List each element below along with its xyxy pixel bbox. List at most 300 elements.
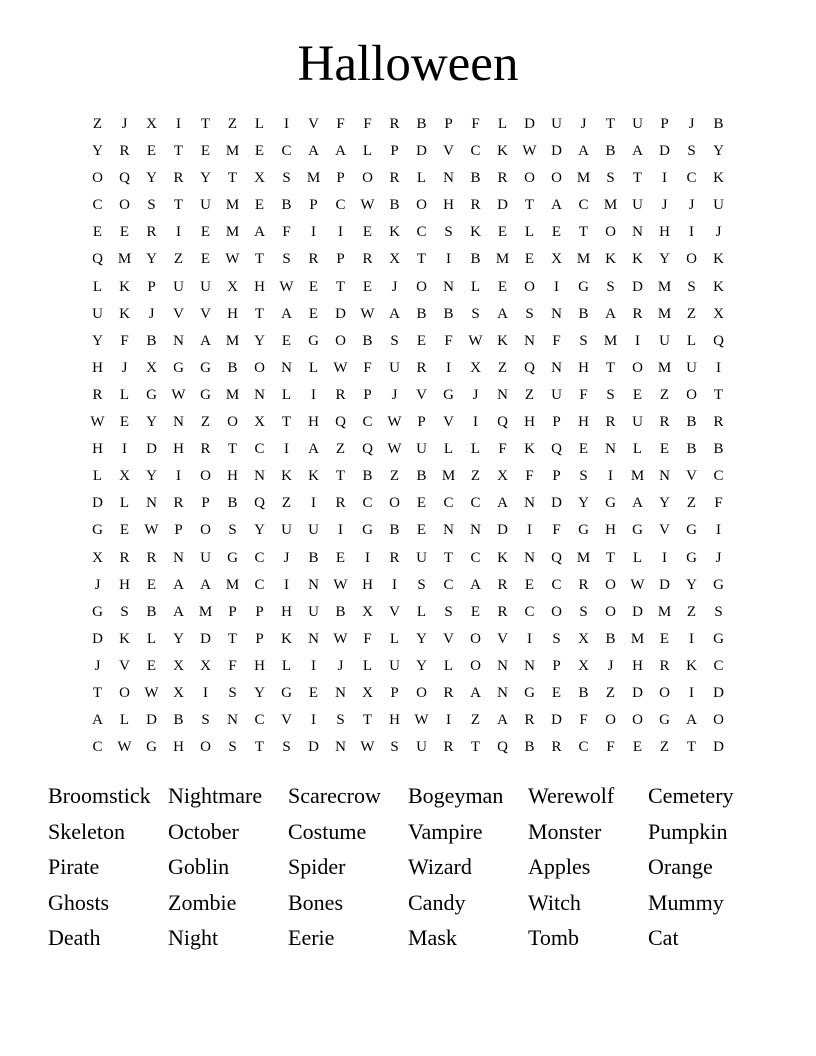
- grid-letter: B: [713, 116, 724, 132]
- grid-letter: I: [446, 359, 451, 376]
- grid-letter: K: [497, 143, 508, 160]
- grid-letter: H: [227, 468, 238, 485]
- grid-letter: W: [387, 441, 402, 458]
- grid-letter: M: [657, 278, 672, 295]
- grid-letter: C: [686, 170, 697, 187]
- grid-letter: R: [335, 386, 346, 403]
- grid-letter: T: [713, 386, 724, 403]
- grid-letter: D: [659, 576, 670, 593]
- grid-letter: X: [362, 603, 373, 620]
- grid-letter: Q: [362, 441, 373, 458]
- grid-letter: L: [524, 224, 535, 241]
- grid-letter: L: [686, 332, 697, 349]
- grid-letter: H: [227, 305, 238, 322]
- grid-letter: O: [92, 170, 103, 187]
- grid-letter: E: [308, 305, 319, 322]
- grid-letter: I: [284, 441, 289, 458]
- grid-letter: N: [173, 414, 184, 431]
- grid-letter: R: [470, 197, 481, 214]
- grid-letter: K: [497, 549, 508, 566]
- grid-letter: C: [443, 576, 454, 593]
- grid-letter: I: [176, 116, 181, 132]
- grid-letter: B: [443, 305, 454, 322]
- grid-letter: Y: [200, 170, 211, 187]
- grid-letter: L: [362, 657, 373, 674]
- grid-letter: Y: [146, 468, 157, 485]
- grid-letter: K: [119, 630, 130, 647]
- grid-letter: I: [689, 224, 694, 241]
- word-list-item: Mummy: [648, 889, 724, 915]
- grid-letter: P: [552, 657, 561, 674]
- grid-letter: L: [308, 359, 319, 376]
- grid-letter: H: [659, 224, 670, 241]
- grid-letter: A: [470, 576, 481, 593]
- grid-letter: O: [335, 332, 346, 349]
- grid-letter: O: [470, 630, 481, 647]
- grid-letter: Y: [578, 495, 589, 512]
- word-list-item: Mask: [408, 925, 457, 950]
- grid-letter: K: [686, 657, 697, 674]
- grid-letter: E: [362, 224, 373, 241]
- grid-letter: N: [335, 684, 346, 701]
- grid-letter: Z: [470, 712, 481, 729]
- grid-letter: A: [497, 495, 508, 512]
- grid-letter: B: [281, 197, 292, 214]
- grid-letter: Q: [497, 739, 508, 756]
- grid-letter: T: [524, 197, 535, 214]
- page-title: Halloween: [297, 36, 519, 92]
- grid-letter: X: [146, 116, 157, 132]
- grid-letter: T: [605, 359, 616, 376]
- grid-letter: R: [308, 251, 319, 268]
- word-list-item: Nightmare: [168, 783, 263, 808]
- word-list-item: Candy: [408, 889, 466, 915]
- grid-letter: U: [551, 386, 562, 403]
- grid-letter: O: [551, 170, 562, 187]
- grid-letter: O: [200, 522, 211, 539]
- grid-letter: S: [282, 251, 291, 268]
- grid-letter: K: [470, 224, 481, 241]
- grid-letter: Q: [551, 441, 562, 458]
- grid-letter: B: [416, 468, 427, 485]
- grid-letter: S: [579, 603, 588, 620]
- grid-letter: E: [416, 495, 427, 512]
- grid-letter: X: [173, 657, 184, 674]
- grid-letter: M: [657, 359, 672, 376]
- grid-letter: Y: [92, 332, 103, 349]
- grid-letter: S: [606, 386, 615, 403]
- grid-letter: D: [308, 739, 319, 756]
- grid-letter: G: [443, 386, 454, 403]
- grid-letter: Y: [686, 576, 697, 593]
- grid-letter: G: [146, 386, 157, 403]
- grid-letter: L: [146, 630, 157, 647]
- grid-letter: R: [335, 495, 346, 512]
- grid-letter: I: [311, 712, 316, 729]
- grid-letter: V: [659, 522, 670, 539]
- grid-letter: Z: [686, 305, 697, 322]
- grid-letter: R: [632, 305, 643, 322]
- grid-letter: U: [281, 522, 292, 539]
- grid-letter: F: [444, 332, 453, 349]
- grid-letter: O: [416, 197, 427, 214]
- grid-letter: K: [119, 305, 130, 322]
- grid-letter: G: [146, 739, 157, 756]
- grid-letter: N: [551, 359, 562, 376]
- grid-letter: F: [228, 657, 237, 674]
- grid-letter: W: [333, 576, 348, 593]
- grid-letter: E: [335, 549, 346, 566]
- grid-letter: B: [173, 712, 184, 729]
- grid-letter: P: [390, 684, 399, 701]
- grid-letter: D: [632, 278, 643, 295]
- grid-letter: X: [713, 305, 724, 322]
- grid-letter: N: [281, 359, 292, 376]
- grid-letter: X: [362, 684, 373, 701]
- grid-letter: B: [227, 495, 238, 512]
- word-list-item: Scarecrow: [288, 783, 381, 808]
- grid-letter: G: [659, 712, 670, 729]
- grid-letter: W: [360, 739, 375, 756]
- grid-letter: S: [282, 739, 291, 756]
- grid-letter: H: [389, 712, 400, 729]
- grid-letter: Y: [146, 170, 157, 187]
- grid-letter: R: [443, 739, 454, 756]
- word-list-item: Cemetery: [648, 783, 734, 808]
- grid-letter: P: [417, 414, 426, 431]
- grid-letter: B: [686, 414, 697, 431]
- grid-letter: P: [147, 278, 156, 295]
- grid-letter: L: [92, 468, 103, 485]
- grid-letter: I: [716, 359, 721, 376]
- grid-letter: W: [144, 684, 159, 701]
- grid-letter: B: [605, 143, 616, 160]
- grid-letter: R: [524, 712, 535, 729]
- grid-letter: F: [471, 116, 480, 132]
- grid-letter: C: [713, 657, 724, 674]
- grid-letter: A: [551, 197, 562, 214]
- grid-letter: A: [92, 712, 103, 729]
- grid-letter: Y: [254, 684, 265, 701]
- grid-letter: N: [146, 495, 157, 512]
- grid-letter: R: [497, 603, 508, 620]
- grid-letter: L: [470, 441, 481, 458]
- grid-letter: P: [174, 522, 183, 539]
- grid-letter: E: [497, 278, 508, 295]
- grid-letter: L: [362, 143, 373, 160]
- grid-letter: H: [254, 657, 265, 674]
- grid-letter: N: [308, 576, 319, 593]
- grid-letter: Z: [281, 495, 292, 512]
- grid-letter: E: [92, 224, 103, 241]
- grid-letter: K: [281, 468, 292, 485]
- grid-letter: S: [579, 332, 588, 349]
- grid-letter: O: [416, 278, 427, 295]
- grid-letter: A: [335, 143, 346, 160]
- grid-letter: G: [227, 549, 238, 566]
- grid-letter: Q: [335, 414, 346, 431]
- grid-letter: E: [524, 576, 535, 593]
- grid-letter: X: [254, 414, 265, 431]
- grid-letter: C: [578, 739, 589, 756]
- grid-letter: G: [686, 522, 697, 539]
- grid-letter: F: [606, 739, 615, 756]
- grid-letter: T: [578, 224, 589, 241]
- grid-letter: N: [497, 684, 508, 701]
- grid-letter: T: [443, 549, 454, 566]
- grid-letter: S: [282, 170, 291, 187]
- grid-letter: F: [498, 441, 507, 458]
- grid-letter: H: [92, 441, 103, 458]
- grid-letter: X: [578, 657, 589, 674]
- grid-letter: X: [254, 170, 265, 187]
- grid-letter: A: [200, 332, 211, 349]
- grid-letter: F: [282, 224, 291, 241]
- grid-letter: E: [119, 414, 130, 431]
- grid-letter: N: [605, 441, 616, 458]
- grid-letter: X: [92, 549, 103, 566]
- grid-letter: R: [389, 170, 400, 187]
- grid-letter: U: [632, 414, 643, 431]
- grid-letter: I: [176, 468, 181, 485]
- grid-letter: Y: [254, 332, 265, 349]
- grid-letter: T: [632, 170, 643, 187]
- grid-letter: A: [308, 143, 319, 160]
- grid-letter: M: [225, 197, 240, 214]
- word-list-item: Eerie: [288, 925, 335, 950]
- grid-letter: Y: [146, 414, 157, 431]
- grid-letter: J: [607, 657, 614, 674]
- grid-letter: D: [659, 143, 670, 160]
- grid-letter: B: [389, 197, 400, 214]
- grid-letter: E: [551, 684, 562, 701]
- grid-letter: D: [632, 603, 643, 620]
- grid-letter: M: [117, 251, 132, 268]
- grid-letter: X: [578, 630, 589, 647]
- grid-letter: I: [608, 468, 613, 485]
- grid-letter: M: [495, 251, 510, 268]
- grid-letter: V: [443, 143, 454, 160]
- word-list-item: Pumpkin: [648, 818, 728, 844]
- grid-letter: T: [254, 251, 265, 268]
- grid-letter: G: [362, 522, 373, 539]
- grid-letter: E: [254, 143, 265, 160]
- grid-letter: U: [389, 657, 400, 674]
- grid-letter: W: [117, 739, 132, 756]
- grid-letter: X: [497, 468, 508, 485]
- grid-letter: T: [254, 739, 265, 756]
- grid-letter: Y: [92, 143, 103, 160]
- grid-letter: A: [605, 305, 616, 322]
- grid-letter: O: [605, 576, 616, 593]
- word-list-item: Ghosts: [48, 889, 110, 915]
- grid-letter: D: [497, 522, 508, 539]
- grid-letter: L: [119, 712, 130, 729]
- grid-letter: M: [225, 332, 240, 349]
- word-list-item: Broomstick: [48, 783, 151, 808]
- grid-letter: K: [119, 278, 130, 295]
- grid-letter: I: [311, 657, 316, 674]
- grid-letter: S: [201, 712, 210, 729]
- grid-letter: B: [686, 441, 697, 458]
- grid-letter: N: [254, 386, 265, 403]
- grid-letter: T: [227, 441, 238, 458]
- grid-letter: O: [200, 468, 211, 485]
- grid-letter: O: [119, 684, 130, 701]
- grid-letter: D: [92, 495, 103, 512]
- grid-letter: O: [551, 603, 562, 620]
- grid-letter: A: [470, 684, 481, 701]
- grid-letter: Z: [227, 116, 238, 132]
- grid-letter: I: [662, 549, 667, 566]
- grid-letter: O: [227, 414, 238, 431]
- grid-letter: D: [416, 143, 427, 160]
- grid-letter: H: [173, 441, 184, 458]
- grid-letter: I: [311, 386, 316, 403]
- grid-letter: J: [688, 116, 695, 132]
- grid-letter: E: [146, 576, 157, 593]
- grid-letter: L: [470, 278, 481, 295]
- grid-letter: N: [227, 712, 238, 729]
- word-list-item: Costume: [288, 818, 367, 844]
- grid-letter: L: [497, 116, 508, 132]
- grid-letter: U: [200, 197, 211, 214]
- grid-letter: X: [551, 251, 562, 268]
- grid-letter: S: [444, 603, 453, 620]
- grid-letter: I: [527, 522, 532, 539]
- grid-letter: Q: [524, 359, 535, 376]
- grid-letter: O: [389, 495, 400, 512]
- grid-letter: U: [551, 116, 562, 132]
- grid-letter: M: [225, 224, 240, 241]
- grid-letter: J: [661, 197, 668, 214]
- grid-letter: U: [632, 197, 643, 214]
- grid-letter: R: [146, 224, 157, 241]
- grid-letter: S: [390, 739, 399, 756]
- grid-letter: D: [146, 441, 157, 458]
- grid-letter: R: [659, 657, 670, 674]
- grid-letter: E: [200, 251, 211, 268]
- grid-letter: L: [281, 657, 292, 674]
- grid-letter: P: [444, 116, 453, 132]
- grid-letter: V: [281, 712, 292, 729]
- grid-letter: B: [308, 549, 319, 566]
- grid-letter: P: [390, 143, 399, 160]
- grid-letter: L: [443, 441, 454, 458]
- grid-letter: G: [713, 576, 724, 593]
- grid-letter: D: [632, 684, 643, 701]
- grid-letter: M: [603, 197, 618, 214]
- grid-letter: U: [308, 603, 319, 620]
- grid-letter: E: [200, 224, 211, 241]
- word-list-item: Pirate: [48, 854, 100, 879]
- grid-letter: V: [443, 630, 454, 647]
- grid-letter: A: [686, 712, 697, 729]
- grid-letter: M: [306, 170, 321, 187]
- grid-letter: N: [524, 332, 535, 349]
- grid-letter: J: [94, 576, 101, 593]
- grid-letter: N: [524, 495, 535, 512]
- grid-letter: L: [632, 549, 643, 566]
- grid-letter: B: [713, 441, 724, 458]
- grid-letter: D: [551, 712, 562, 729]
- grid-letter: Z: [686, 603, 697, 620]
- grid-letter: M: [630, 630, 645, 647]
- grid-letter: D: [146, 712, 157, 729]
- word-list-item: Spider: [288, 854, 346, 879]
- grid-letter: S: [606, 170, 615, 187]
- grid-letter: T: [200, 116, 211, 132]
- grid-letter: Z: [659, 739, 670, 756]
- grid-letter: J: [121, 116, 128, 132]
- grid-letter: F: [525, 468, 534, 485]
- grid-letter: H: [119, 576, 130, 593]
- grid-letter: P: [201, 495, 210, 512]
- grid-letter: H: [362, 576, 373, 593]
- grid-letter: H: [524, 414, 535, 431]
- grid-letter: D: [200, 630, 211, 647]
- grid-letter: Y: [659, 251, 670, 268]
- grid-letter: R: [200, 441, 211, 458]
- grid-letter: C: [470, 549, 481, 566]
- grid-letter: I: [284, 576, 289, 593]
- grid-letter: A: [632, 495, 643, 512]
- grid-letter: K: [605, 251, 616, 268]
- grid-letter: Y: [659, 495, 670, 512]
- grid-letter: S: [687, 278, 696, 295]
- grid-letter: X: [119, 468, 130, 485]
- grid-letter: A: [281, 305, 292, 322]
- grid-letter: V: [389, 603, 400, 620]
- grid-letter: N: [551, 305, 562, 322]
- grid-letter: U: [416, 441, 427, 458]
- grid-letter: M: [630, 468, 645, 485]
- grid-letter: L: [632, 441, 643, 458]
- grid-letter: J: [391, 278, 398, 295]
- grid-letter: O: [632, 712, 643, 729]
- grid-letter: M: [225, 386, 240, 403]
- grid-letter: O: [686, 251, 697, 268]
- grid-letter: I: [689, 630, 694, 647]
- grid-letter: K: [524, 441, 535, 458]
- grid-letter: C: [281, 143, 292, 160]
- letter-grid: [84, 111, 732, 761]
- grid-letter: T: [92, 684, 103, 701]
- grid-letter: A: [173, 576, 184, 593]
- grid-letter: F: [579, 712, 588, 729]
- grid-letter: W: [279, 278, 294, 295]
- grid-letter: T: [173, 197, 184, 214]
- grid-letter: U: [92, 305, 103, 322]
- grid-letter: H: [173, 739, 184, 756]
- grid-letter: I: [392, 576, 397, 593]
- grid-letter: G: [632, 522, 643, 539]
- word-list-item: Vampire: [408, 818, 483, 844]
- grid-letter: X: [200, 657, 211, 674]
- grid-letter: G: [200, 386, 211, 403]
- grid-letter: E: [308, 278, 319, 295]
- grid-letter: T: [686, 739, 697, 756]
- grid-letter: Y: [173, 630, 184, 647]
- grid-letter: Z: [659, 386, 670, 403]
- grid-letter: J: [715, 549, 722, 566]
- grid-letter: K: [308, 468, 319, 485]
- grid-letter: U: [389, 359, 400, 376]
- grid-letter: B: [416, 305, 427, 322]
- grid-letter: O: [119, 197, 130, 214]
- grid-letter: A: [578, 143, 589, 160]
- grid-letter: E: [659, 630, 670, 647]
